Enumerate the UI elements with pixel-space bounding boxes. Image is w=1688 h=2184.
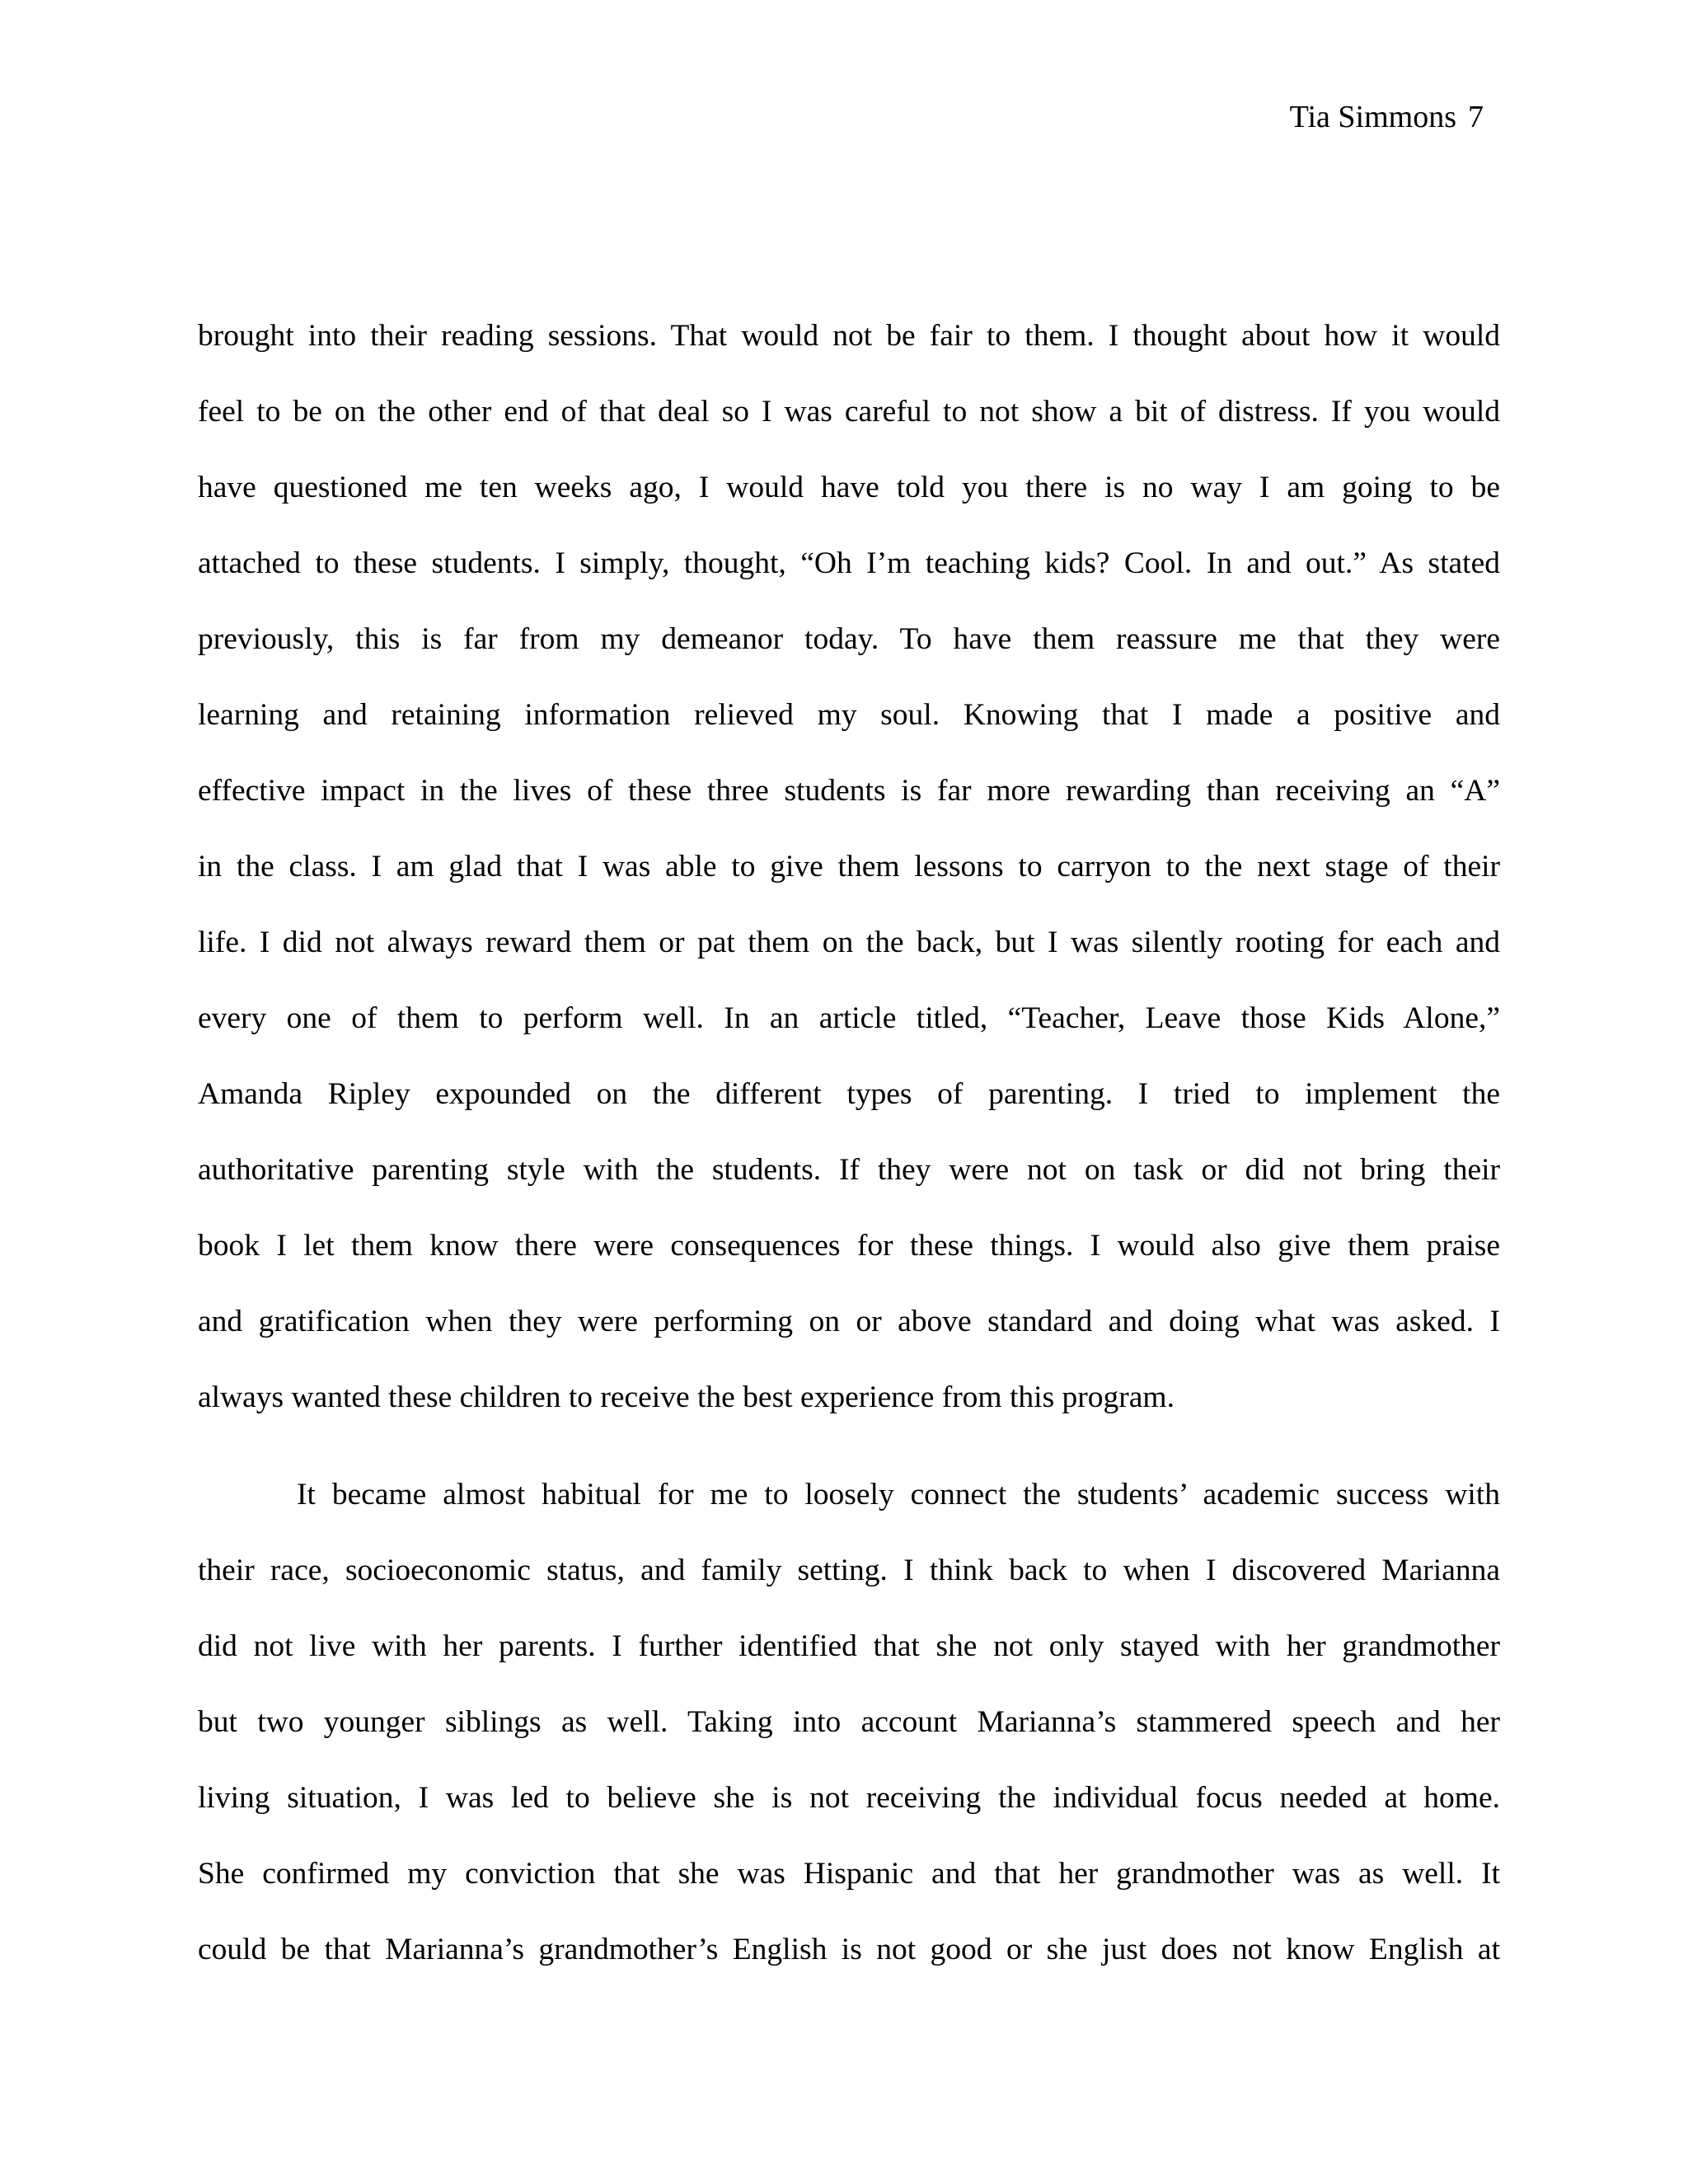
text-line: feel to be on the other end of that deal so I was careful to not show a bit of distress. If you would [198, 395, 1500, 429]
page-number: 7 [1468, 100, 1484, 134]
text-line: authoritative parenting style with the students. If they were not on task or did not bring their [198, 1153, 1500, 1187]
text-line-indented [198, 1457, 1500, 1533]
text-line: could be that Marianna’s grandmother’s English is not good or she just does not know English at [198, 1933, 1500, 1966]
text-line: did not live with her parents. I further identified that she not only stayed with her grandmother [198, 1629, 1500, 1663]
text-line: attached to these students. I simply, thought, “Oh I’m teaching kids? Cool. In and out.” As stated [198, 546, 1500, 580]
paragraph-2 [198, 1457, 1500, 1988]
body-text [198, 298, 1500, 1988]
text-line: and gratification when they were performing on or above standard and doing what was asked. I [198, 1305, 1500, 1338]
text-line: She confirmed my conviction that she was Hispanic and that her grandmother was as well. It [198, 1857, 1500, 1891]
text-line: brought into their reading sessions. That would not be fair to them. I thought about how it would [198, 319, 1500, 353]
text-line: living situation, I was led to believe she is not receiving the individual focus needed at home. [198, 1781, 1500, 1815]
text-line: in the class. I am glad that I was able to give them lessons to carryon to the next stage of their [198, 850, 1500, 883]
text-line: every one of them to perform well. In an article titled, “Teacher, Leave those Kids Alone,” [198, 1001, 1500, 1035]
text-line: life. I did not always reward them or pat them on the back, but I was silently rooting for each and [198, 926, 1500, 959]
text-line: book I let them know there were consequences for these things. I would also give them praise [198, 1229, 1500, 1263]
text-line: Amanda Ripley expounded on the different types of parenting. I tried to implement the [198, 1077, 1500, 1111]
text-line: have questioned me ten weeks ago, I would have told you there is no way I am going to be [198, 471, 1500, 504]
text-line: their race, socioeconomic status, and family setting. I think back to when I discovered Marianna [198, 1554, 1500, 1587]
text-line: previously, this is far from my demeanor today. To have them reassure me that they were [198, 622, 1500, 656]
text-line: always wanted these children to receive the best experience from this program. [198, 1380, 1175, 1414]
text-line: learning and retaining information relieved my soul. Knowing that I made a positive and [198, 698, 1500, 732]
running-header [1290, 97, 1484, 137]
text-line: effective impact in the lives of these three students is far more rewarding than receiving an “A” [198, 774, 1500, 808]
text-line: but two younger siblings as well. Taking into account Marianna’s stammered speech and her [198, 1705, 1500, 1739]
paragraph-1 [198, 298, 1500, 1436]
text-line-content: It became almost habitual for me to loosely connect the students’ academic success with [297, 1478, 1500, 1511]
header-author: Tia Simmons [1289, 100, 1456, 134]
